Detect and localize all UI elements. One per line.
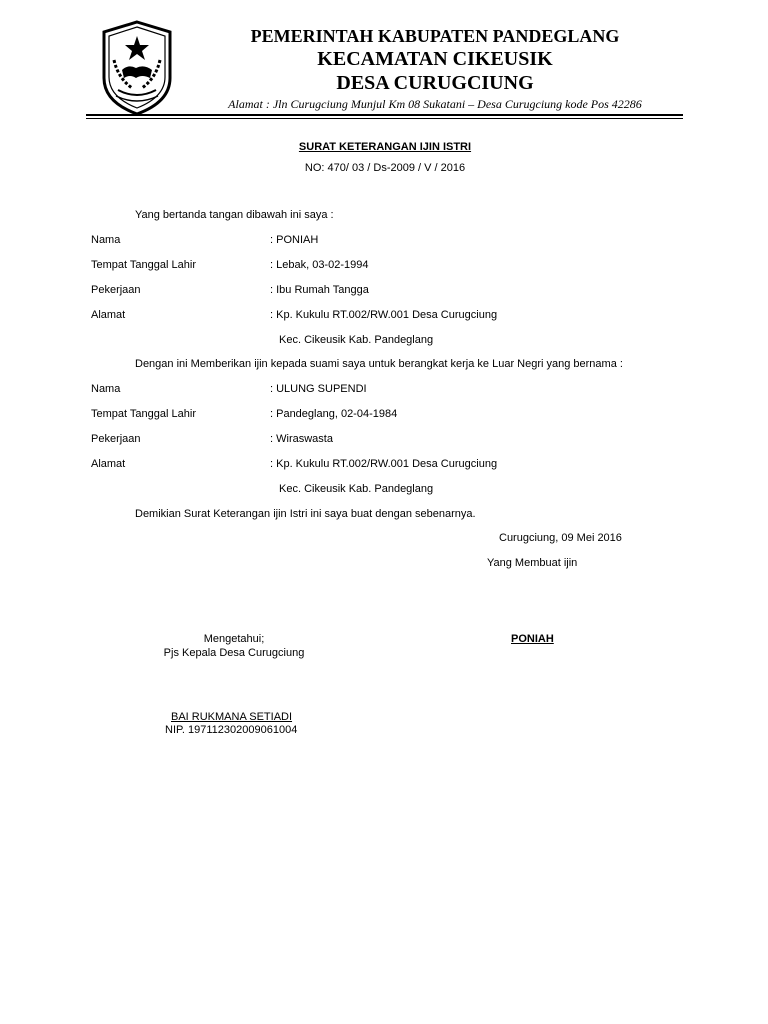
husband-address-label: Alamat (91, 458, 126, 470)
letter-title: SURAT KETERANGAN IJIN ISTRI (298, 141, 472, 153)
husband-job-label: Pekerjaan (91, 433, 141, 445)
maker-name: PONIAH (511, 633, 554, 645)
husband-name-value: : ULUNG SUPENDI (270, 383, 367, 395)
header-divider-thick (86, 114, 683, 116)
approval-position: Pjs Kepala Desa Curugciung (163, 647, 305, 659)
intro-text: Yang bertanda tangan dibawah ini saya : (135, 209, 334, 221)
header-village: DESA CURUGCIUNG (336, 72, 534, 94)
wife-name-value: : PONIAH (270, 234, 319, 246)
husband-address-line2: Kec. Cikeusik Kab. Pandeglang (279, 483, 434, 495)
closing-text: Demikian Surat Keterangan ijin Istri ini saya buat dengan sebenarnya. (135, 508, 476, 520)
place-date: Curugciung, 09 Mei 2016 (499, 532, 622, 544)
wife-job-value: : Ibu Rumah Tangga (270, 284, 369, 296)
wife-address-line2: Kec. Cikeusik Kab. Pandeglang (279, 334, 434, 346)
regency-emblem-icon (96, 18, 178, 118)
header-district: KECAMATAN CIKEUSIK (317, 48, 553, 70)
maker-label: Yang Membuat ijin (487, 557, 578, 569)
village-head-nip: NIP. 197112302009061004 (165, 724, 298, 736)
wife-name-label: Nama (91, 234, 121, 246)
wife-address-value: : Kp. Kukulu RT.002/RW.001 Desa Curugciung (270, 309, 498, 321)
header-divider-thin (86, 118, 683, 119)
approval-label: Mengetahui; (203, 633, 265, 645)
village-head-name: BAI RUKMANA SETIADI (171, 711, 293, 723)
header-government: PEMERINTAH KABUPATEN PANDEGLANG (250, 26, 620, 46)
letter-number: NO: 470/ 03 / Ds-2009 / V / 2016 (304, 162, 466, 174)
wife-address-label: Alamat (91, 309, 126, 321)
husband-address-value: : Kp. Kukulu RT.002/RW.001 Desa Curugciung (270, 458, 498, 470)
husband-birth-value: : Pandeglang, 02-04-1984 (270, 408, 398, 420)
husband-birth-label: Tempat Tanggal Lahir (91, 408, 196, 420)
wife-birth-value: : Lebak, 03-02-1994 (270, 259, 369, 271)
husband-job-value: : Wiraswasta (270, 433, 333, 445)
header-address: Alamat : Jln Curugciung Munjul Km 08 Sukatani – Desa Curugciung kode Pos 42286 (228, 97, 642, 111)
statement-text: Dengan ini Memberikan ijin kepada suami saya untuk berangkat kerja ke Luar Negri yang bernama : (135, 358, 623, 370)
husband-name-label: Nama (91, 383, 121, 395)
wife-birth-label: Tempat Tanggal Lahir (91, 259, 196, 271)
wife-job-label: Pekerjaan (91, 284, 141, 296)
